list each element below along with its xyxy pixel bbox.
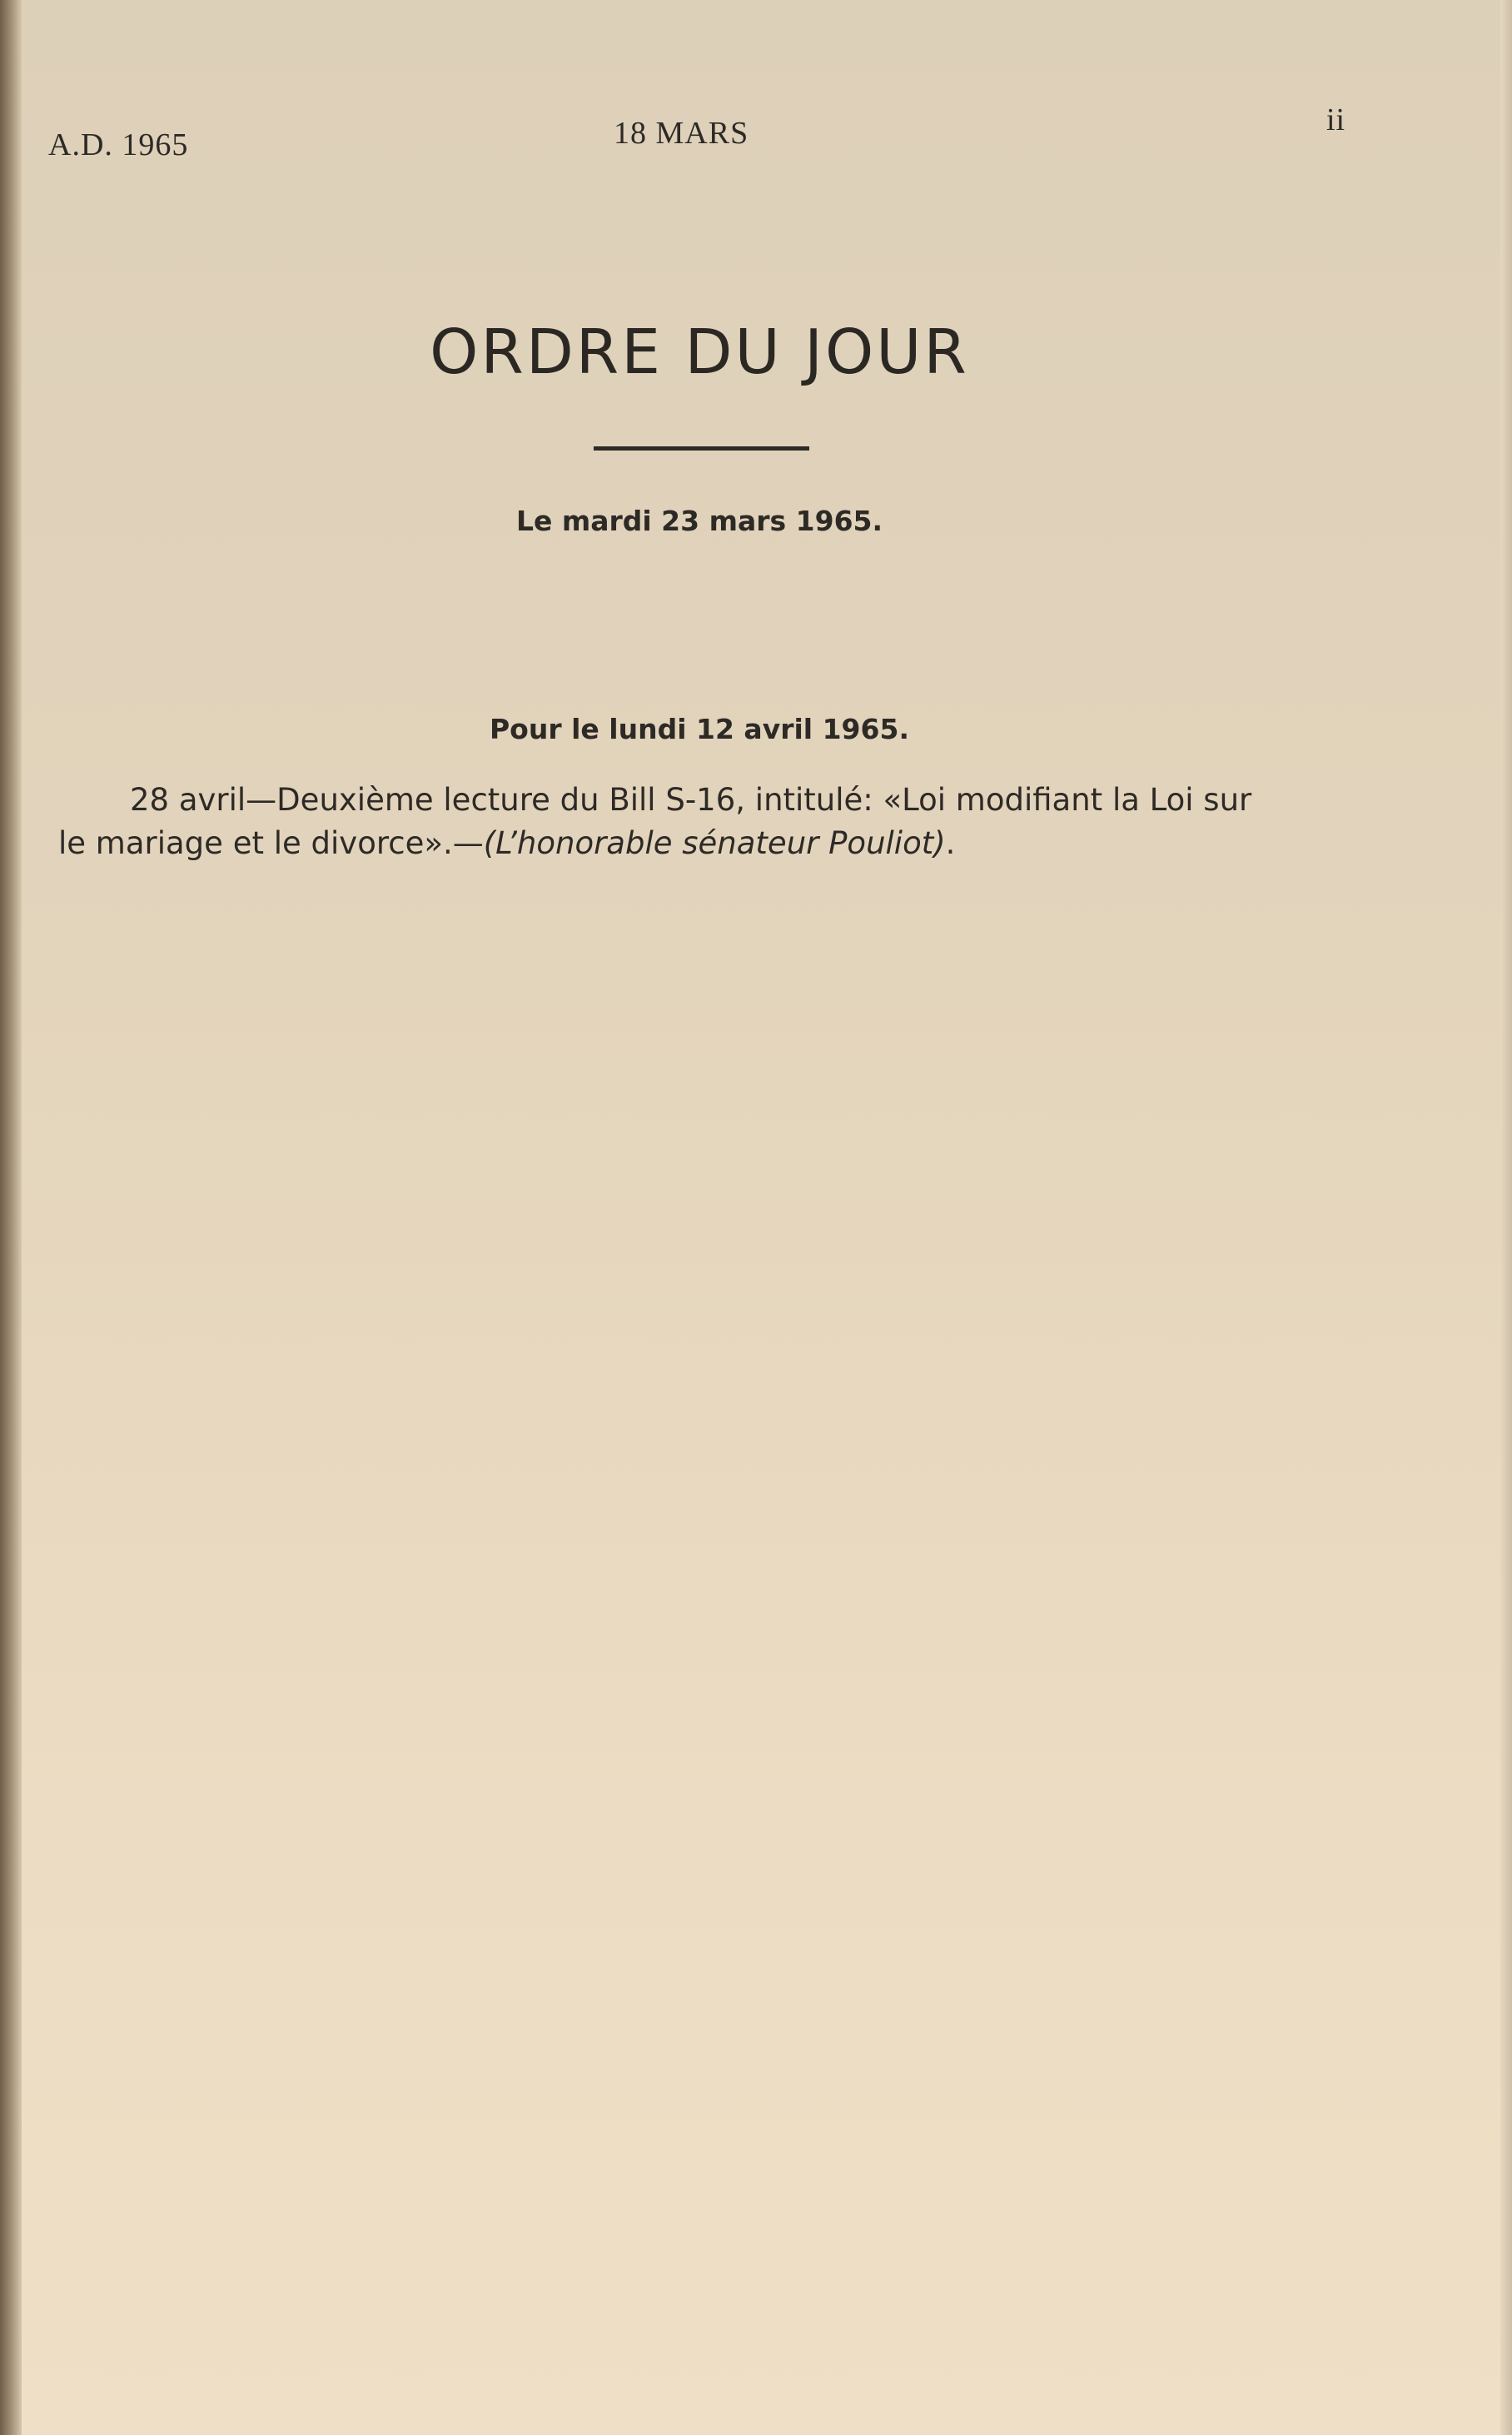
running-head-year: A.D. 1965 — [48, 127, 189, 162]
page-title: ORDRE DU JOUR — [430, 316, 969, 388]
page-number: ii — [1326, 102, 1346, 137]
agenda-item-sponsor: (L’honorable sénateur Pouliot) — [483, 825, 946, 861]
section-heading: Pour le lundi 12 avril 1965. — [490, 713, 909, 745]
agenda-item-line2 — [58, 822, 1365, 865]
agenda-item-end: . — [945, 825, 956, 861]
page-right-edge — [1500, 0, 1512, 2435]
date-line: Le mardi 23 mars 1965. — [515, 505, 883, 537]
agenda-item-text: le mariage et le divorce».— — [58, 825, 484, 861]
agenda-item-line1: 28 avril—Deuxième lecture du Bill S-16, intitulé: «Loi modifiant la Loi sur — [130, 782, 1252, 818]
title-divider — [594, 446, 809, 451]
agenda-item — [58, 779, 1365, 865]
running-head-date: 18 MARS — [614, 116, 749, 151]
